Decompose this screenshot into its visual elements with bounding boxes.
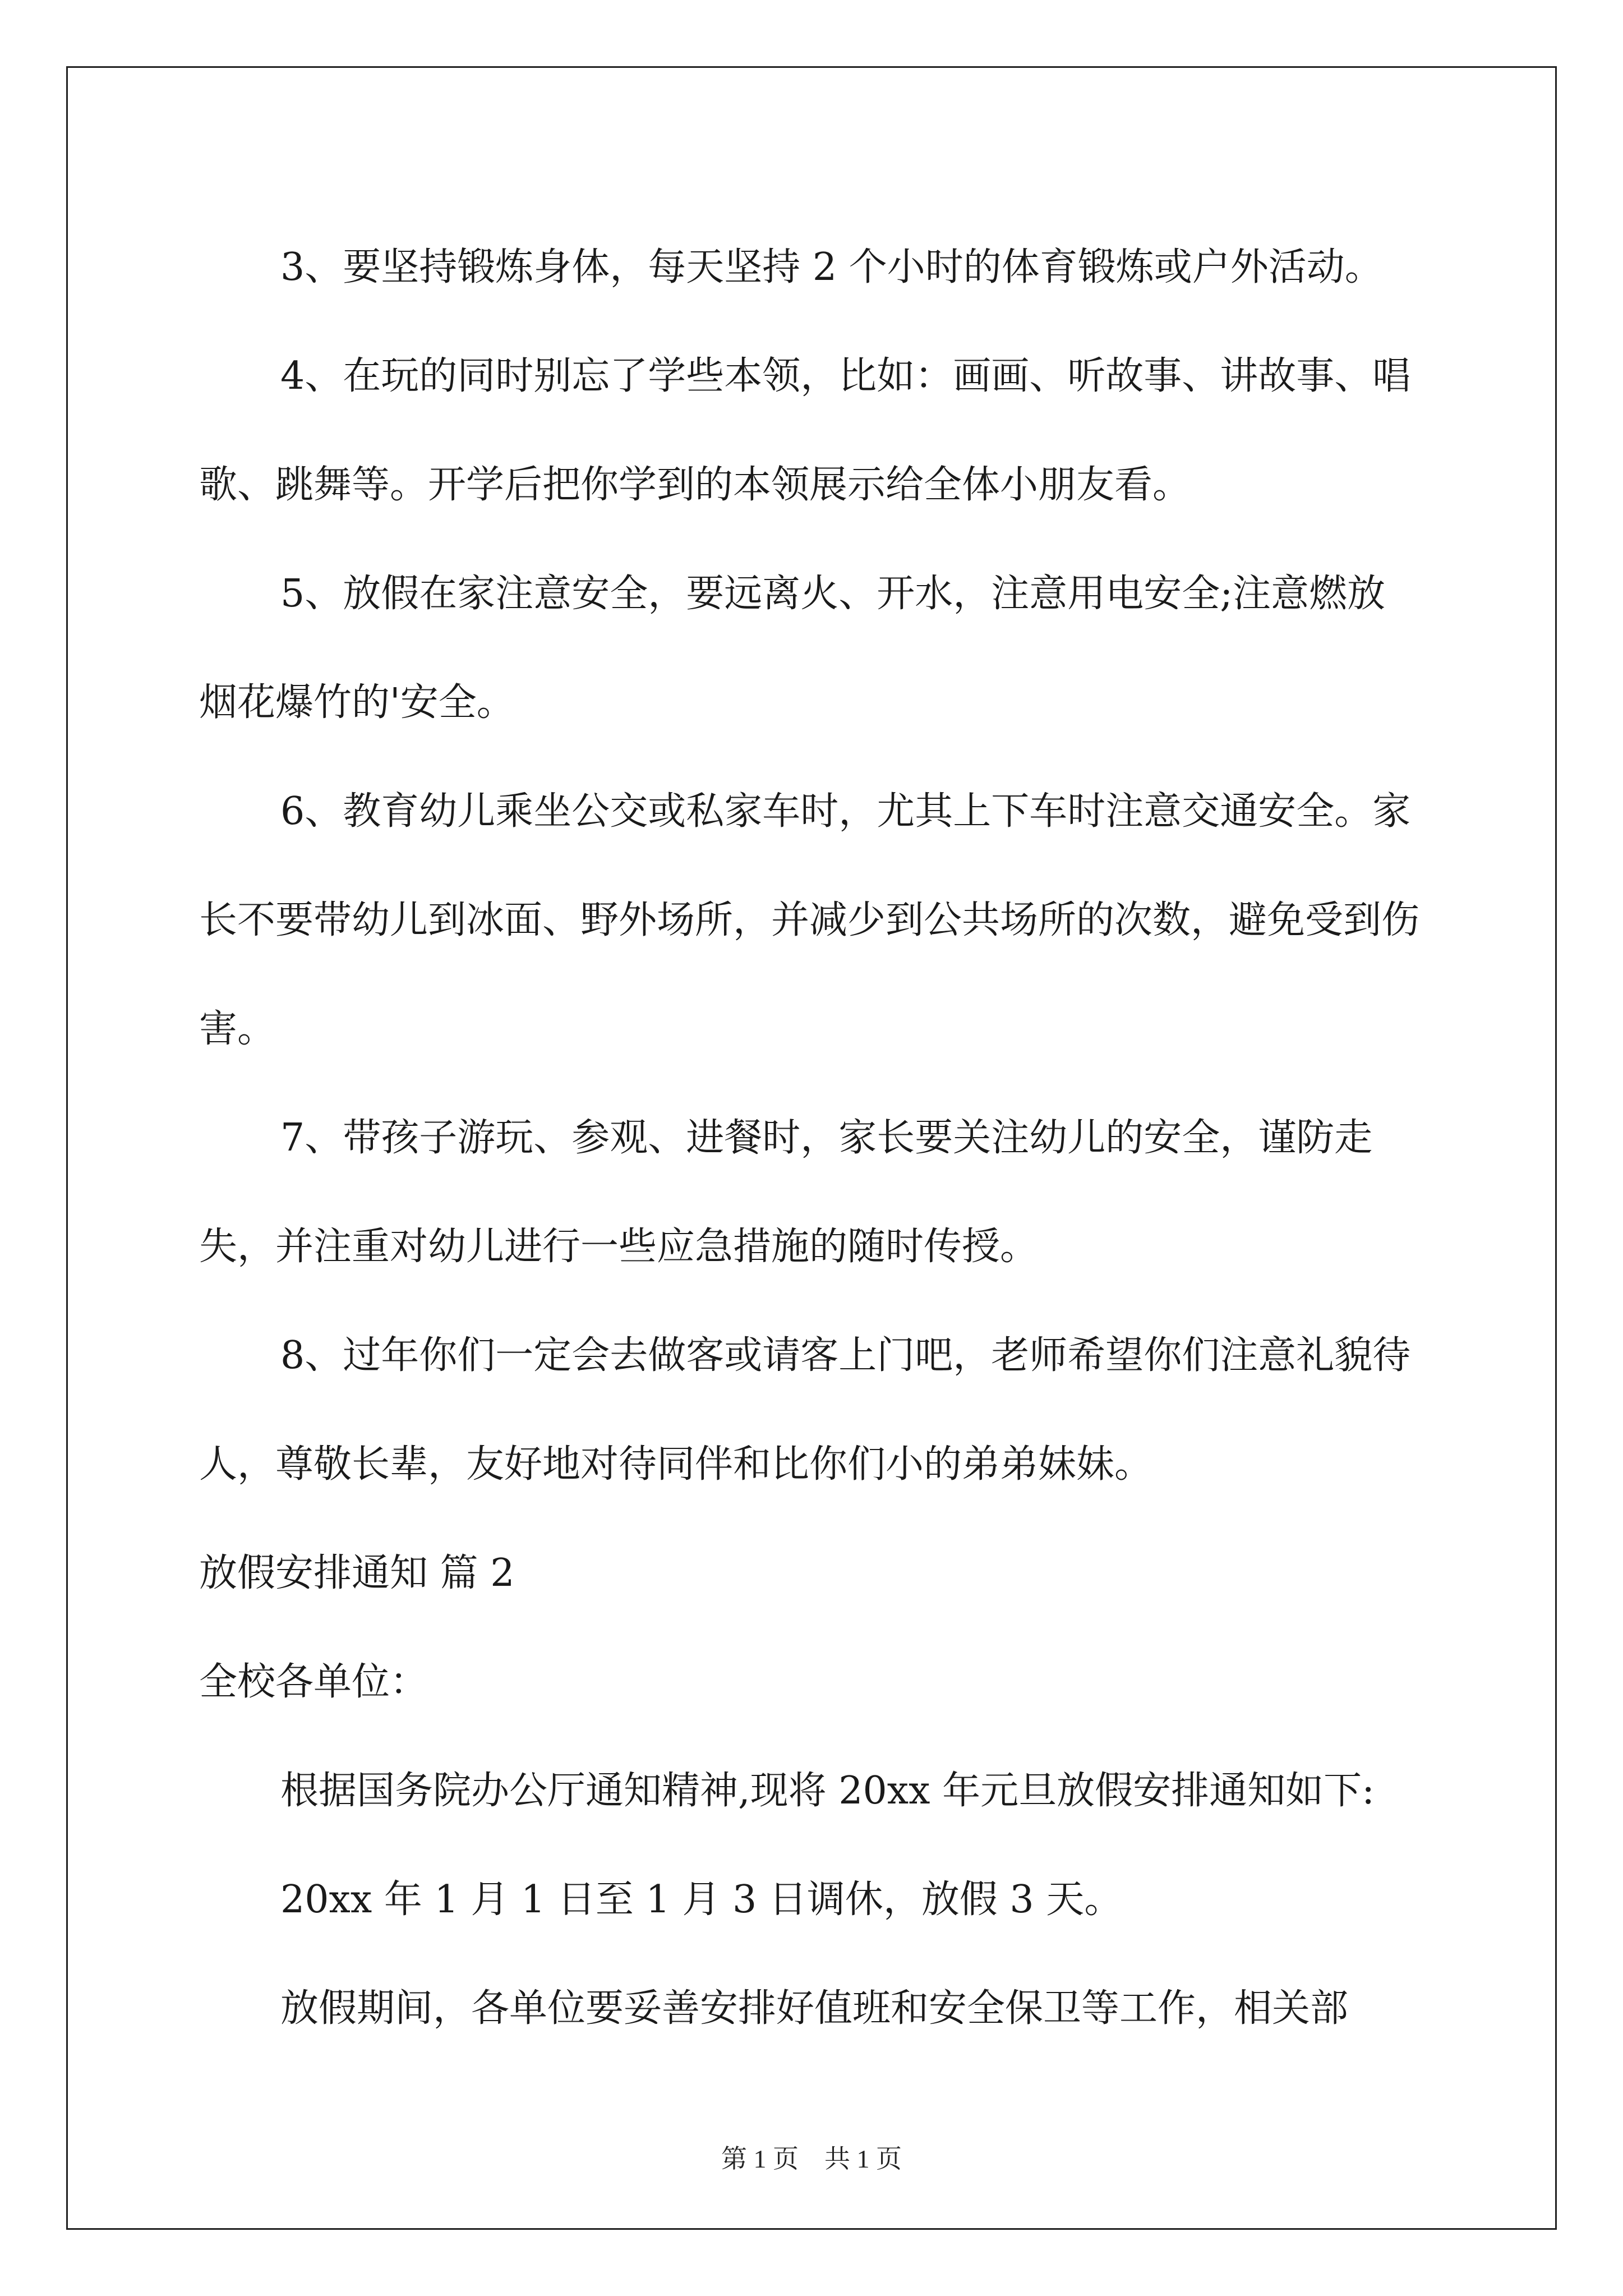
paragraph-item-6: 6、教育幼儿乘坐公交或私家车时，尤其上下车时注意交通安全。家长不要带幼儿到冰面、野外场所，并减少到公共场所的次数，避免受到伤害。	[199, 789, 1420, 1051]
paragraph-item-4: 4、在玩的同时别忘了学些本领，比如：画画、听故事、讲故事、唱歌、跳舞等。开学后把你学到的本领展示给全体小朋友看。	[199, 354, 1411, 507]
section-heading: 放假安排通知 篇 2	[199, 1551, 515, 1595]
paragraph-item-7: 7、带孩子游玩、参观、进餐时，家长要关注幼儿的安全，谨防走失，并注重对幼儿进行一些应急措施的随时传授。	[199, 1116, 1373, 1269]
paragraph-item-5: 5、放假在家注意安全，要远离火、开水，注意用电安全;注意燃放烟花爆竹的'安全。	[199, 572, 1386, 725]
document-body	[199, 213, 1422, 2063]
paragraph-item-8: 8、过年你们一定会去做客或请客上门吧，老师希望你们注意礼貌待人，尊敬长辈，友好地对待同伴和比你们小的弟弟妹妹。	[199, 1333, 1411, 1487]
notice-duty: 放假期间，各单位要妥善安排好值班和安全保卫等工作，相关部	[280, 1986, 1349, 2031]
page-footer: 第 1 页 共 1 页	[721, 2145, 902, 2173]
salutation: 全校各单位：	[199, 1660, 428, 1704]
notice-dates: 20xx 年 1 月 1 日至 1 月 3 日调休，放假 3 天。	[280, 1878, 1123, 1922]
paragraph-item-3: 3、要坚持锻炼身体，每天坚持 2 个小时的体育锻炼或户外活动。	[280, 245, 1383, 289]
notice-intro: 根据国务院办公厅通知精神,现将 20xx 年元旦放假安排通知如下:	[280, 1769, 1375, 1813]
